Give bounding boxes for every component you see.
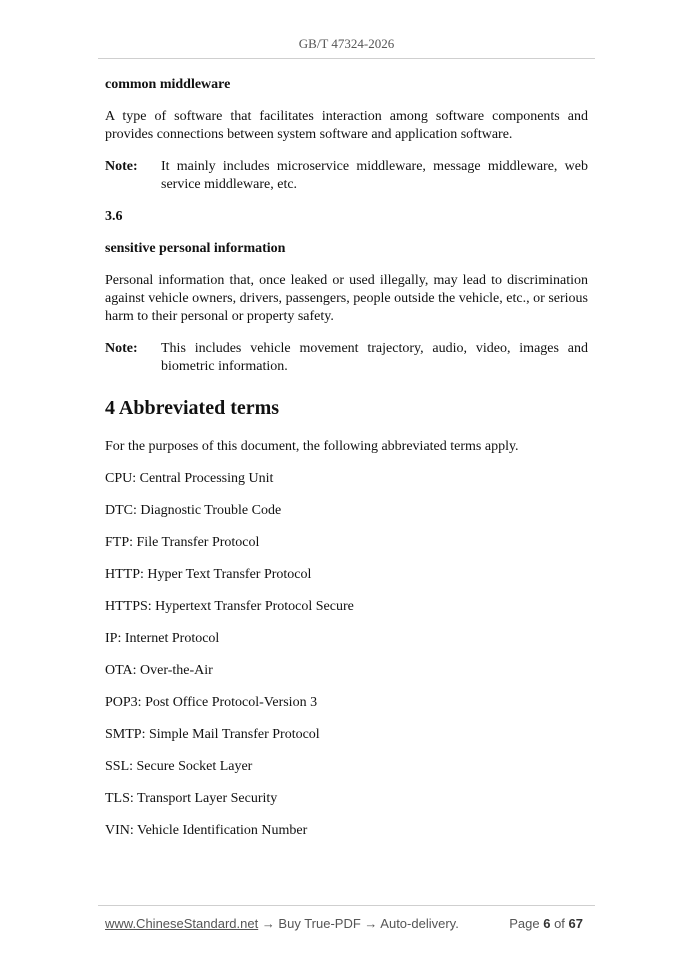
page-content (105, 76, 588, 854)
abbreviation-item: SSL: Secure Socket Layer (105, 759, 253, 774)
abbreviation-item: OTA: Over-the-Air (105, 663, 213, 678)
term-definition: A type of software that facilitates interaction among software components and provides connections between system software and application software. (105, 109, 588, 142)
section-heading: 4 Abbreviated terms (105, 397, 280, 419)
abbreviation-item: FTP: File Transfer Protocol (105, 535, 260, 550)
clause-number: 3.6 (105, 209, 123, 224)
footer-divider (98, 905, 595, 906)
abbreviation-item: IP: Internet Protocol (105, 631, 220, 646)
header-divider (98, 58, 595, 59)
footer-promo (105, 916, 459, 931)
term-title: common middleware (105, 77, 231, 92)
term-note (105, 340, 588, 376)
website-link[interactable]: www.ChineseStandard.net (105, 916, 259, 931)
document-code: GB/T 47324-2026 (298, 36, 395, 51)
abbreviation-item: VIN: Vehicle Identification Number (105, 823, 308, 838)
total-pages: 67 (568, 916, 583, 931)
note-label: Note: (105, 341, 138, 356)
term-definition: Personal information that, once leaked or used illegally, may lead to discrimination against vehicle owners, drivers, passengers, people outside the vehicle, etc., or serious harm to their personal or property safety. (105, 273, 588, 324)
abbreviation-item: POP3: Post Office Protocol-Version 3 (105, 695, 318, 710)
abbreviation-item: CPU: Central Processing Unit (105, 471, 274, 486)
note-label: Note: (105, 159, 138, 174)
term-note (105, 158, 588, 194)
current-page: 6 (543, 916, 551, 931)
note-text: This includes vehicle movement trajectory, audio, video, images and biometric information. (161, 341, 588, 374)
abbreviation-item: HTTP: Hyper Text Transfer Protocol (105, 567, 312, 582)
abbreviation-list (105, 470, 588, 854)
abbreviation-item: DTC: Diagnostic Trouble Code (105, 503, 282, 518)
abbreviation-item: TLS: Transport Layer Security (105, 791, 278, 806)
term-title: sensitive personal information (105, 241, 286, 256)
page-footer (105, 916, 583, 931)
page-indicator (509, 916, 583, 931)
page-word: Page (509, 916, 540, 931)
footer-tagline: → Buy True-PDF → Auto-delivery. (258, 916, 459, 931)
section-intro: For the purposes of this document, the following abbreviated terms apply. (105, 439, 519, 454)
note-text: It mainly includes microservice middleware, message middleware, web service middleware, etc. (161, 159, 588, 192)
abbreviation-item: SMTP: Simple Mail Transfer Protocol (105, 727, 320, 742)
of-word: of (554, 916, 565, 931)
abbreviation-item: HTTPS: Hypertext Transfer Protocol Secure (105, 599, 354, 614)
